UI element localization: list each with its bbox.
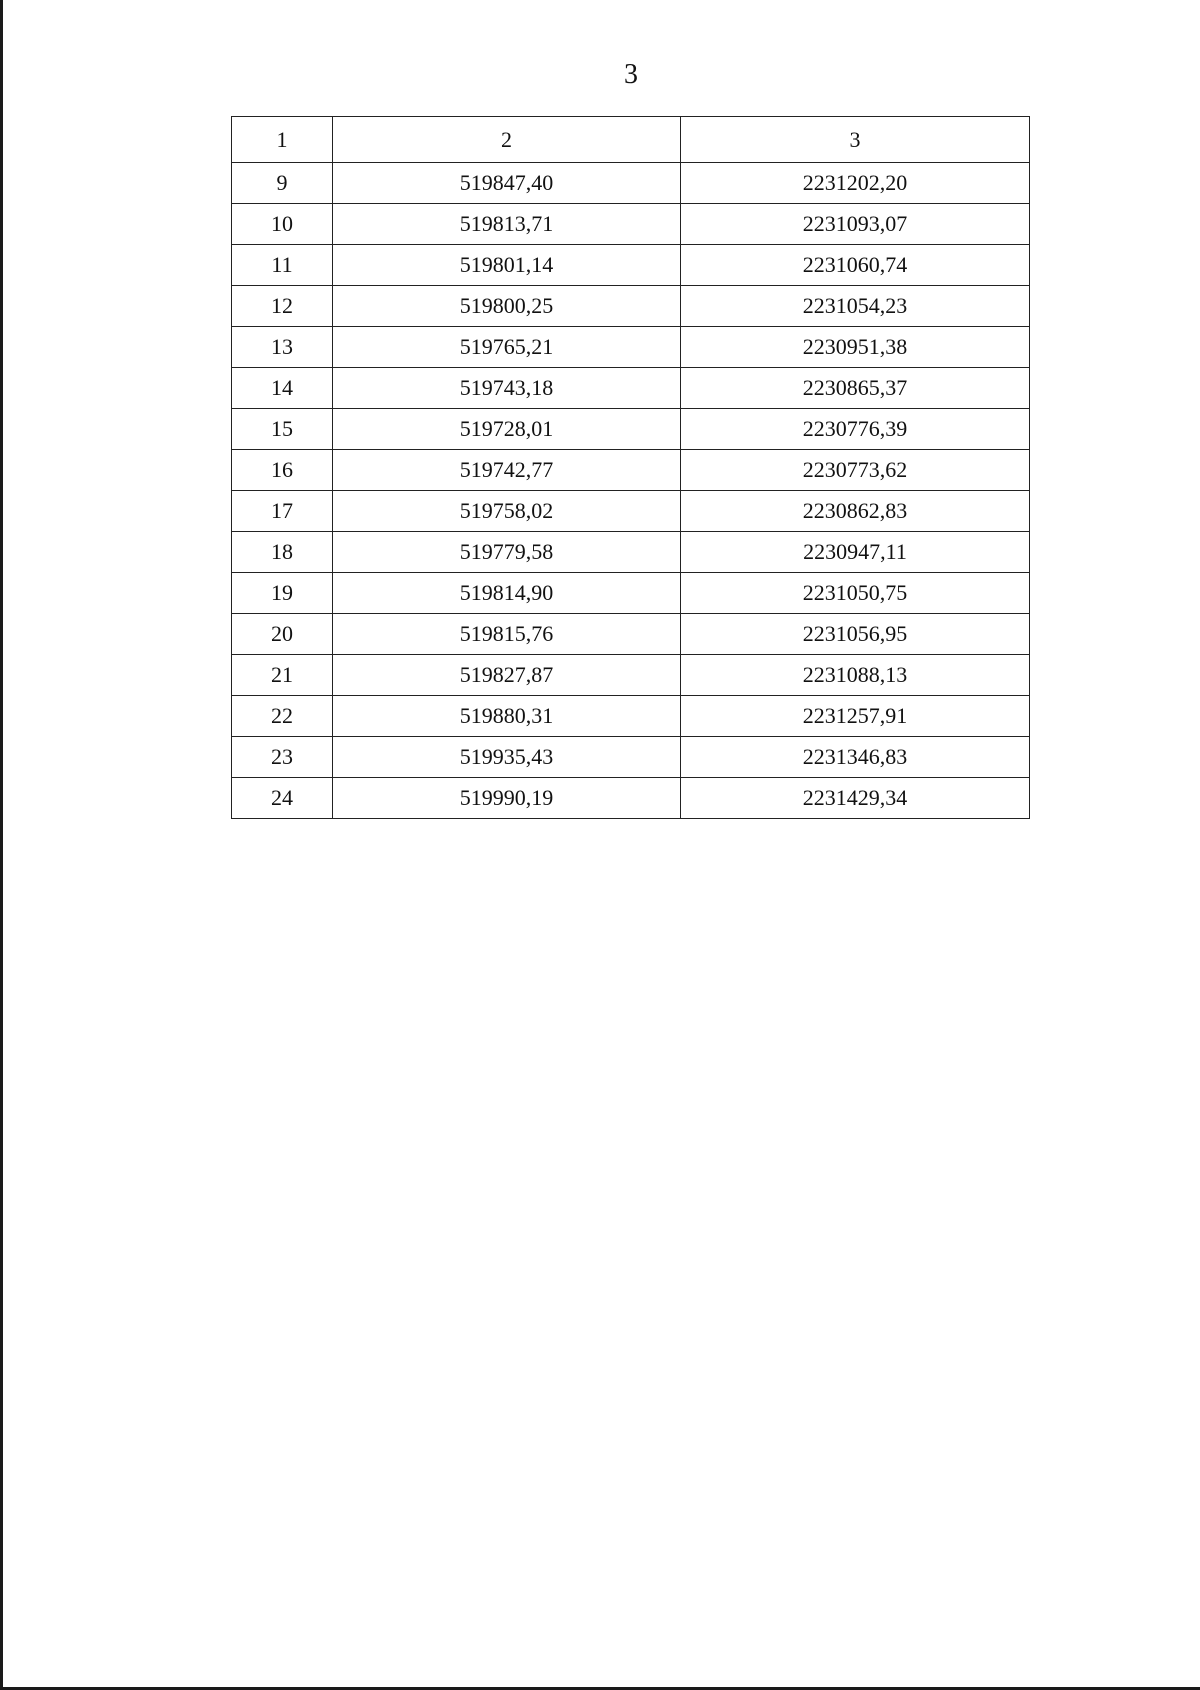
x-coordinate-cell: 519742,77 bbox=[333, 450, 681, 491]
point-number-cell: 21 bbox=[232, 655, 333, 696]
x-coordinate-cell: 519728,01 bbox=[333, 409, 681, 450]
x-coordinate-cell: 519880,31 bbox=[333, 696, 681, 737]
point-number-cell: 16 bbox=[232, 450, 333, 491]
table-row bbox=[232, 737, 1030, 778]
x-coordinate-cell: 519827,87 bbox=[333, 655, 681, 696]
point-number-cell: 19 bbox=[232, 573, 333, 614]
y-coordinate-cell: 2231429,34 bbox=[681, 778, 1030, 819]
y-coordinate-cell: 2230951,38 bbox=[681, 327, 1030, 368]
table-header-row bbox=[232, 117, 1030, 163]
point-number-cell: 22 bbox=[232, 696, 333, 737]
x-coordinate-cell: 519758,02 bbox=[333, 491, 681, 532]
table-row bbox=[232, 204, 1030, 245]
x-coordinate-cell: 519779,58 bbox=[333, 532, 681, 573]
page-number: 3 bbox=[624, 59, 638, 90]
point-number-cell: 24 bbox=[232, 778, 333, 819]
table-row bbox=[232, 409, 1030, 450]
column-header-2: 2 bbox=[333, 117, 681, 163]
x-coordinate-cell: 519765,21 bbox=[333, 327, 681, 368]
x-coordinate-cell: 519800,25 bbox=[333, 286, 681, 327]
table-row bbox=[232, 573, 1030, 614]
y-coordinate-cell: 2230776,39 bbox=[681, 409, 1030, 450]
point-number-cell: 20 bbox=[232, 614, 333, 655]
table-row bbox=[232, 450, 1030, 491]
point-number-cell: 9 bbox=[232, 163, 333, 204]
point-number-cell: 11 bbox=[232, 245, 333, 286]
table-row bbox=[232, 368, 1030, 409]
y-coordinate-cell: 2231050,75 bbox=[681, 573, 1030, 614]
table-row bbox=[232, 614, 1030, 655]
x-coordinate-cell: 519813,71 bbox=[333, 204, 681, 245]
x-coordinate-cell: 519743,18 bbox=[333, 368, 681, 409]
y-coordinate-cell: 2230773,62 bbox=[681, 450, 1030, 491]
coordinates-table bbox=[231, 116, 1030, 819]
y-coordinate-cell: 2230862,83 bbox=[681, 491, 1030, 532]
x-coordinate-cell: 519801,14 bbox=[333, 245, 681, 286]
column-header-1: 1 bbox=[232, 117, 333, 163]
y-coordinate-cell: 2231257,91 bbox=[681, 696, 1030, 737]
y-coordinate-cell: 2231093,07 bbox=[681, 204, 1030, 245]
point-number-cell: 14 bbox=[232, 368, 333, 409]
y-coordinate-cell: 2231056,95 bbox=[681, 614, 1030, 655]
table-row bbox=[232, 286, 1030, 327]
column-header-3: 3 bbox=[681, 117, 1030, 163]
x-coordinate-cell: 519815,76 bbox=[333, 614, 681, 655]
y-coordinate-cell: 2231088,13 bbox=[681, 655, 1030, 696]
x-coordinate-cell: 519935,43 bbox=[333, 737, 681, 778]
table-row bbox=[232, 163, 1030, 204]
y-coordinate-cell: 2231060,74 bbox=[681, 245, 1030, 286]
table-row bbox=[232, 327, 1030, 368]
point-number-cell: 23 bbox=[232, 737, 333, 778]
table-row bbox=[232, 245, 1030, 286]
y-coordinate-cell: 2230865,37 bbox=[681, 368, 1030, 409]
x-coordinate-cell: 519990,19 bbox=[333, 778, 681, 819]
table-row bbox=[232, 655, 1030, 696]
scan-border-left bbox=[0, 0, 3, 1690]
table-row bbox=[232, 696, 1030, 737]
y-coordinate-cell: 2231054,23 bbox=[681, 286, 1030, 327]
point-number-cell: 12 bbox=[232, 286, 333, 327]
table-row bbox=[232, 532, 1030, 573]
point-number-cell: 17 bbox=[232, 491, 333, 532]
point-number-cell: 15 bbox=[232, 409, 333, 450]
point-number-cell: 18 bbox=[232, 532, 333, 573]
table-row bbox=[232, 778, 1030, 819]
x-coordinate-cell: 519847,40 bbox=[333, 163, 681, 204]
point-number-cell: 13 bbox=[232, 327, 333, 368]
y-coordinate-cell: 2231346,83 bbox=[681, 737, 1030, 778]
y-coordinate-cell: 2230947,11 bbox=[681, 532, 1030, 573]
table-row bbox=[232, 491, 1030, 532]
point-number-cell: 10 bbox=[232, 204, 333, 245]
y-coordinate-cell: 2231202,20 bbox=[681, 163, 1030, 204]
x-coordinate-cell: 519814,90 bbox=[333, 573, 681, 614]
